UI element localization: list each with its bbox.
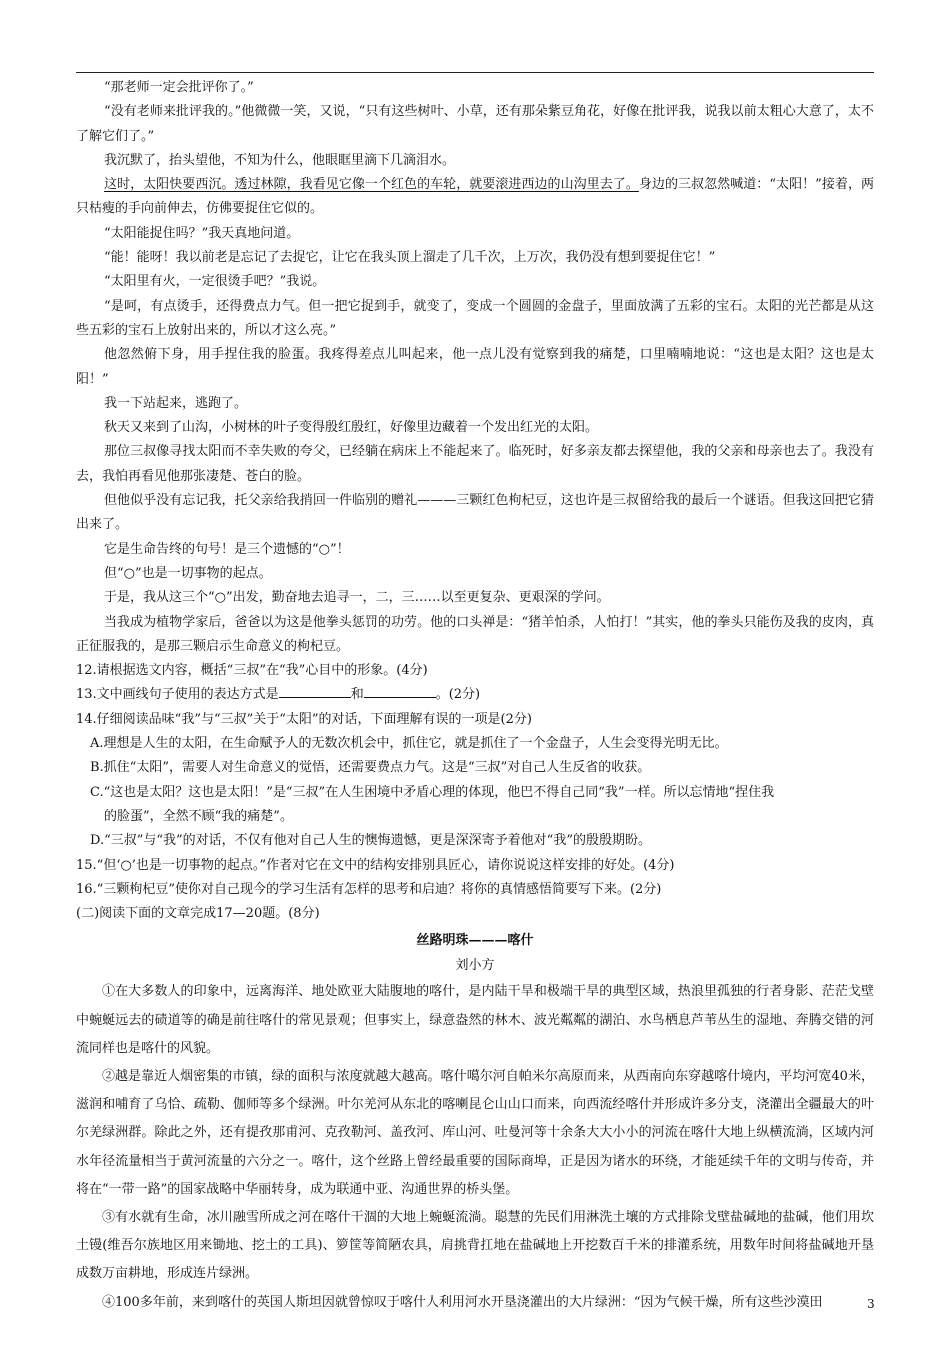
story-line: “是呵，有点烫手，还得费点力气。但一把它捉到手，就变了，变成一个圆圆的金盘子，里面放满了五彩的宝石。太阳的光芒都是从这些五彩的宝石上放射出来的，所以才这么亮。” bbox=[76, 298, 874, 338]
story-line: 但他似乎没有忘记我，托父亲给我捎回一件临别的赠礼———三颗红色枸杞豆，这也许是三叔留给我的最后一个谜语。但我这回把它猜出来了。 bbox=[76, 493, 874, 533]
article-title: 丝路明珠———喀什 bbox=[416, 933, 534, 949]
option-c-continued: 的脸蛋”，全然不顾“我的痛楚”。 bbox=[104, 808, 293, 824]
option-b: B.抓住“太阳”，需要人对生命意义的觉悟，还需要费点力气。这是“三叔”对自己人生反省的收获。 bbox=[90, 760, 651, 776]
story-line: “太阳里有火，一定很烫手吧？”我说。 bbox=[104, 274, 326, 290]
story-line: 那位三叔像寻找太阳而不幸失败的夸父，已经躺在病床上不能起来了。临死时，好多亲友都去探望他，我的父亲和母亲也去了。我没有去，我怕再看见他那张凄楚、苍白的脸。 bbox=[76, 444, 874, 484]
question-14: 14.仔细阅读品味“我”与“三叔”关于“太阳”的对话，下面理解有误的一项是(2分) bbox=[76, 711, 532, 727]
document-body bbox=[76, 76, 874, 1317]
article-paragraph: ①在大多数人的印象中，远离海洋、地处欧亚大陆腹地的喀什，是内陆干旱和极端干旱的典型区域，热浪里孤独的行者身影、茫茫戈壁中蜿蜒远去的碛道等的确是前往喀什的常见景观；但事实上，绿意盎然的林木、波光粼粼的湖泊、水鸟栖息芦苇丛生的湿地、奔腾交错的河流同样也是喀什的风貌。 bbox=[76, 984, 874, 1056]
story-line: “太阳能捉住吗？”我天真地问道。 bbox=[104, 225, 300, 241]
story-line: 于是，我从这三个“○”出发，勤奋地去追寻一，二，三……以至更复杂、更艰深的学问。 bbox=[104, 590, 610, 606]
underlined-sentence: 这时，太阳快要西沉。透过林隙，我看见它像一个红色的车轮，就要滚进西边的山沟里去了。 bbox=[104, 177, 639, 193]
question-12: 12.请根据选文内容，概括“三叔”在“我”心目中的形象。(4分) bbox=[76, 663, 428, 679]
story-line: 它是生命告终的句号！是三个遗憾的“○”！ bbox=[104, 541, 350, 557]
story-line: 他忽然俯下身，用手捏住我的脸蛋。我疼得差点儿叫起来，他一点儿没有觉察到我的痛楚，口里喃喃地说：“这也是太阳？这也是太阳！” bbox=[76, 347, 874, 387]
story-line: 当我成为植物学家后，爸爸以为这是他拳头惩罚的功劳。他的口头禅是：“猪羊怕杀，人怕打！”其实，他的拳头只能伤及我的皮肉，真正征服我的，是那三颗启示生命意义的枸杞豆。 bbox=[76, 614, 874, 654]
question-16: 16.“三颗枸杞豆”使你对自己现今的学习生活有怎样的思考和启迪？将你的真情感悟简要写下来。(2分) bbox=[76, 881, 662, 897]
section-heading: (二)阅读下面的文章完成17—20题。(8分) bbox=[76, 906, 320, 922]
option-a: A.理想是人生的太阳，在生命赋予人的无数次机会中，抓住它，就是抓住了一个金盘子，人生会变得光明无比。 bbox=[90, 736, 728, 752]
story-line: 我一下站起来，逃跑了。 bbox=[104, 395, 248, 411]
answer-blank-2[interactable] bbox=[364, 685, 436, 698]
option-d: D.“三叔”与“我”的对话，不仅有他对自己人生的懊悔遗憾，更是深深寄予着他对“我”的殷殷期盼。 bbox=[90, 833, 651, 849]
question-13-and: 和 bbox=[350, 687, 364, 703]
question-13-score: 。(2分) bbox=[435, 687, 481, 703]
story-line-underlined bbox=[76, 173, 874, 222]
article-paragraph: ②越是靠近人烟密集的市镇，绿的面积与浓度就越大越高。喀什噶尔河自帕米尔高原而来，从西南向东穿越喀什境内，平均河宽40米，滋润和哺育了乌恰、疏勒、伽师等多个绿洲。叶尔羌河从东北的喀喇昆仑山山口而来，向西流经喀什并形成许多分支，浇灌出全疆最大的叶尔羌绿洲群。除此之外，还有提孜那甫河、克孜勒河、盖孜河、库山河、吐曼河等十余条大大小小的河流在喀什大地上纵横流淌，区域内河水年径流量相当于黄河流量的六分之一。喀什，这个丝路上曾经最重要的国际商埠，正是因为诸水的环绕，才能延续千年的文明与传奇，并将在“一带一路”的国家战略中华丽转身，成为联通中亚、沟通世界的桥头堡。 bbox=[76, 1069, 874, 1197]
story-line: “没有老师来批评我的。”他微微一笑，又说，“只有这些树叶、小草，还有那朵紫豆角花，好像在批评我，说我以前太粗心大意了，太不了解它们了。” bbox=[76, 104, 874, 144]
sentence-continuation: 身边的三叔忽然喊道：“太阳！”接着，两只枯瘦的手向前伸去，仿佛要捉住它似的。 bbox=[76, 177, 874, 217]
article-author: 刘小方 bbox=[455, 958, 495, 974]
story-line: “那老师一定会批评你了。” bbox=[104, 80, 254, 95]
question-13 bbox=[76, 683, 874, 707]
answer-blank-1[interactable] bbox=[279, 685, 351, 698]
story-line: “能！能呀！我以前老是忘记了去捉它，让它在我头顶上溜走了几千次，上万次，我仍没有想到要捉住它！” bbox=[104, 250, 716, 266]
option-c: C.“这也是太阳？这也是太阳！”是“三叔”在人生困境中矛盾心理的体现，他巴不得自己同“我”一样。所以忘情地“捏住我 bbox=[90, 784, 775, 800]
story-line: 我沉默了，抬头望他，不知为什么，他眼眶里滴下几滴泪水。 bbox=[104, 152, 456, 168]
article-paragraph: ③有水就有生命，冰川融雪所成之河在喀什干涸的大地上蜿蜒流淌。聪慧的先民们用淋洗土壤的方式排除戈壁盐碱地的盐碱，他们用坎土镘(维吾尔族地区用来锄地、挖土的工具)、箩筐等简陋农具，肩挑背扛地在盐碱地上开挖数百千米的排灌系统，用数年时间将盐碱地开垦成数万亩耕地，形成连片绿洲。 bbox=[76, 1210, 874, 1282]
question-15: 15.“但‘○’也是一切事物的起点。”作者对它在文中的结构安排别具匠心，请你说说这样安排的好处。(4分) bbox=[76, 857, 675, 873]
header-rule bbox=[76, 72, 874, 73]
story-line: 但“○”也是一切事物的起点。 bbox=[104, 565, 272, 581]
question-13-prompt: 13.文中画线句子使用的表达方式是 bbox=[76, 687, 279, 703]
article-paragraph: ④100多年前，来到喀什的英国人斯坦因就曾惊叹于喀什人利用河水开垦浇灌出的大片绿洲：“因为气候干燥，所有这些沙漠田 bbox=[102, 1294, 823, 1310]
page-number: 3 bbox=[867, 1297, 875, 1311]
story-line: 秋天又来到了山沟，小树林的叶子变得殷红殷红，好像里边藏着一个发出红光的太阳。 bbox=[104, 420, 599, 436]
